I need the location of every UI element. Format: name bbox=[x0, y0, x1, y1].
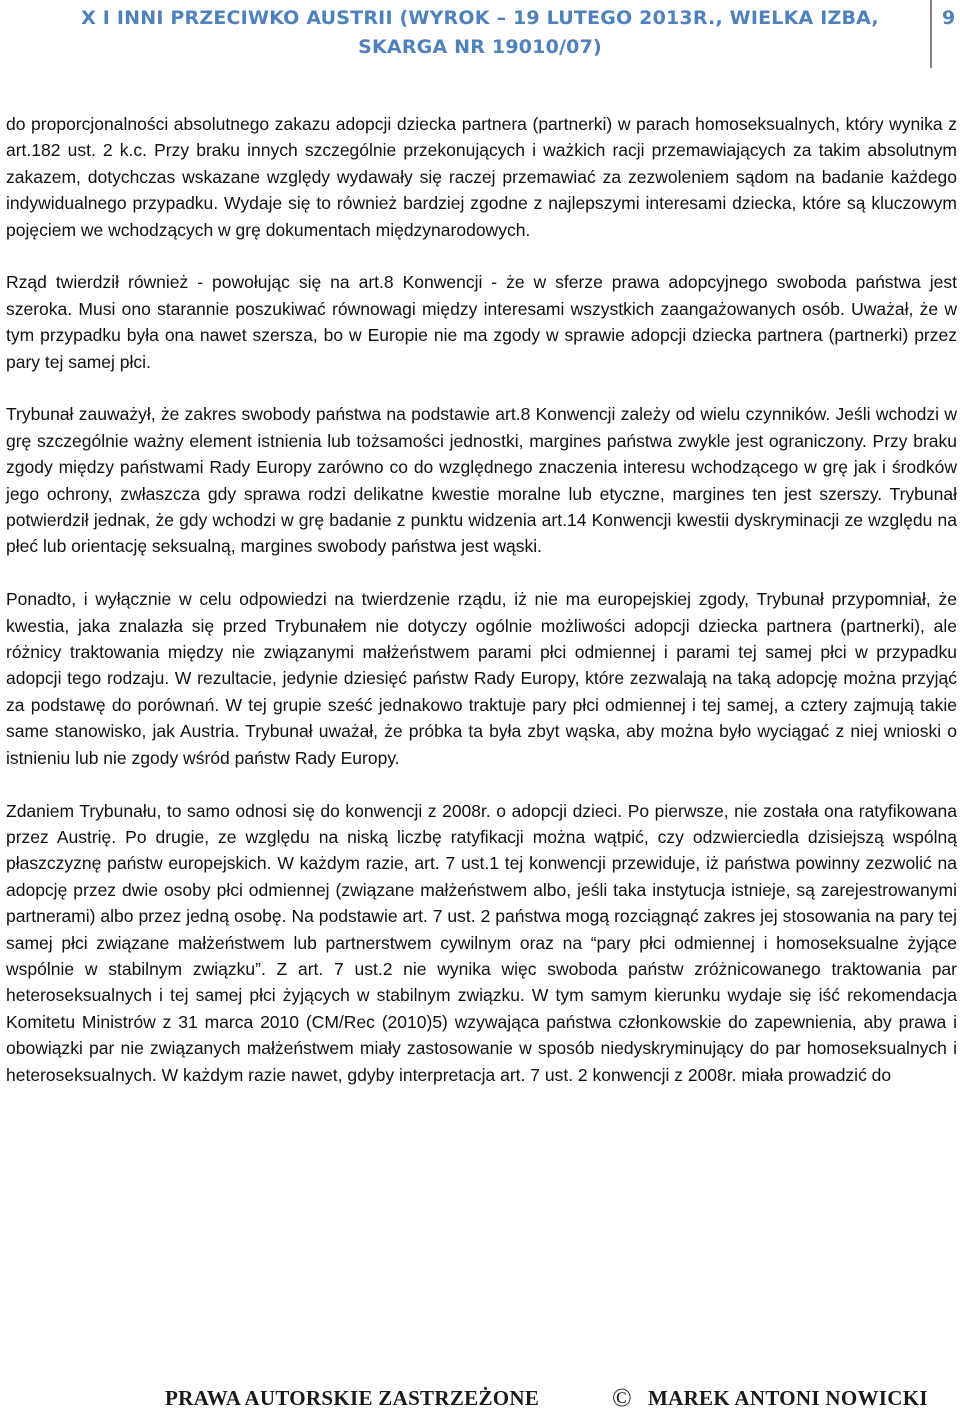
paragraph: Trybunał zauważył, że zakres swobody państwa na podstawie art.8 Konwencji zależy od wielu czynników. Jeśli wchodzi w grę szczególnie ważny element istnienia lub tożsamości jednostki, margines państwa zwykle jest ograniczony. Przy braku zgody między państwami Rady Europy zarówno co do względnego znaczenia interesu wchodzącego w grę jak i środków jego ochrony, zwłaszcza gdy sprawa rodzi delikatne kwestie moralne lub etyczne, margines ten jest szerszy. Trybunał potwierdził jednak, że gdy wchodzi w grę badanie z punktu widzenia art.14 Konwencji kwestii dyskryminacji ze względu na płeć lub orientację seksualną, margines swobody państwa jest wąski. bbox=[6, 404, 957, 557]
paragraph: do proporcjonalności absolutnego zakazu adopcji dziecka partnera (partnerki) w parach homoseksualnych, który wynika z art.182 ust. 2 k.c. Przy braku innych szczególnie przekonujących i ważkich racji przemawiających za takim absolutnym zakazem, dotychczas wskazane względy wydawały się raczej przemawiać za zezwoleniem sądom na badanie każdego indywidualnego przypadku. Wydaje się to również bardziej zgodne z najlepszymi interesami dziecka, które są kluczowym pojęciem we wchodzących w grę dokumentach międzynarodowych. bbox=[6, 114, 957, 240]
paragraph: Rząd twierdził również - powołując się na art.8 Konwencji - że w sferze prawa adopcyjnego swoboda państwa jest szeroka. Musi ono starannie poszukiwać równowagi między interesami wszystkich zaangażowanych osób. Uważał, że w tym przypadku była ona nawet szersza, bo w Europie nie ma zgody w sprawie adopcji dziecka partnera (partnerki) przez pary tej samej płci. bbox=[6, 272, 957, 372]
copyright-icon: © bbox=[612, 1383, 633, 1412]
page-footer bbox=[0, 1383, 960, 1416]
document-body bbox=[6, 111, 957, 1114]
header-divider bbox=[930, 0, 932, 68]
header-title: X I INNI PRZECIWKO AUSTRII (WYROK – 19 LUTEGO 2013R., WIELKA IZBA, SKARGA NR 19010/07) bbox=[81, 7, 879, 58]
page-header bbox=[0, 0, 960, 68]
paragraph: Ponadto, i wyłącznie w celu odpowiedzi na twierdzenie rządu, iż nie ma europejskiej zgody, Trybunał przypomniał, że kwestia, jaka znalazła się przed Trybunałem nie dotyczy ogólnie możliwości adopcji dziecka partnera (partnerki), ale różnicy traktowania między nie związanymi małżeństwem parami płci odmiennej i parami tej samej płci w przypadku adopcji tego rodzaju. W rezultacie, jedynie dziesięć państw Rady Europy, które zezwalają na taką adopcję można przyjąć za podstawę do porównań. W tej grupie sześć jednakowo traktuje pary płci odmiennej i tej samej, a cztery zajmują takie same stanowisko, jak Austria. Trybunał uważał, że próbka ta była zbyt wąska, aby można było wyciągać z niej wnioski o istnieniu lub nie zgody wśród państw Rady Europy. bbox=[6, 589, 957, 768]
copyright-notice: PRAWA AUTORSKIE ZASTRZEŻONE bbox=[165, 1386, 540, 1410]
page-number: 9 bbox=[942, 7, 956, 29]
author-name: MAREK ANTONI NOWICKI bbox=[648, 1386, 928, 1410]
paragraph: Zdaniem Trybunału, to samo odnosi się do konwencji z 2008r. o adopcji dzieci. Po pierwsze, nie została ona ratyfikowana przez Austrię. Po drugie, ze względu na niską liczbę ratyfikacji można wątpić, czy odzwierciedla dzisiejszą wspólną płaszczyznę państw europejskich. W każdym razie, art. 7 ust.1 tej konwencji przewiduje, iż państwa powinny zezwolić na adopcję przez dwie osoby płci odmiennej (związane małżeństwem albo, jeśli taka instytucja istnieje, są zarejestrowanymi partnerami) albo przez jedną osobę. Na podstawie art. 7 ust. 2 państwa mogą rozciągnąć zakres jej stosowania na pary tej samej płci związane małżeństwem lub partnerstwem cywilnym oraz na “pary płci odmiennej i homoseksualne żyjące wspólnie w stabilnym związku”. Z art. 7 ust.2 nie wynika więc swoboda państw zróżnicowanego traktowania par heteroseksualnych i tej samej płci żyjących w stabilnym związku. W tym samym kierunku wydaje się iść rekomendacja Komitetu Ministrów z 31 marca 2010 (CM/Rec (2010)5) wzywająca państwa członkowskie do zapewnienia, aby prawa i obowiązki par nie związanych małżeństwem miały zastosowanie w sposób niedyskryminujący do par homoseksualnych i heteroseksualnych. W każdym razie nawet, gdyby interpretacja art. 7 ust. 2 konwencji z 2008r. miała prowadzić do bbox=[6, 800, 957, 1085]
